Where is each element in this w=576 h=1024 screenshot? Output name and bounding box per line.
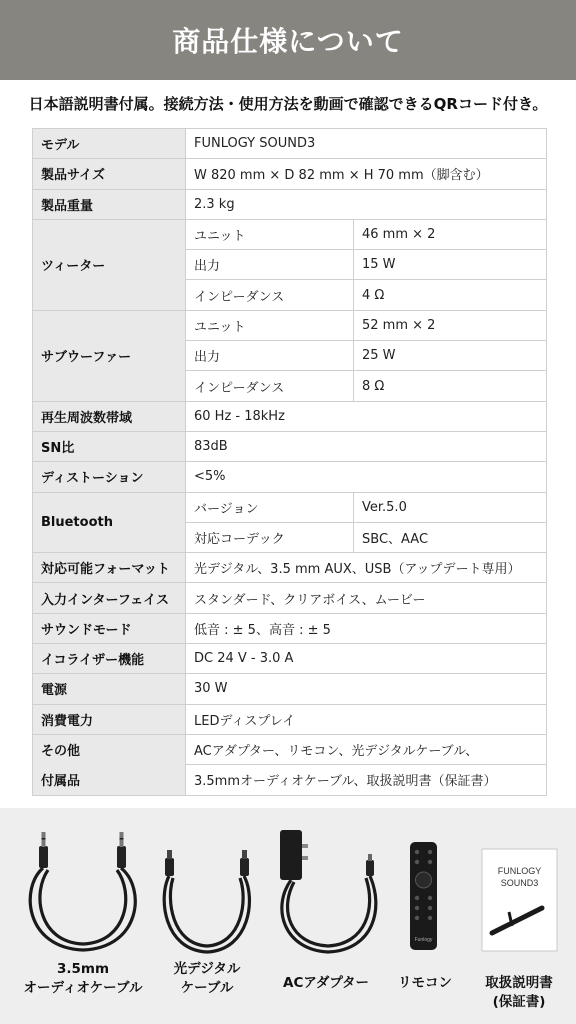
spec-label: 製品サイズ — [33, 159, 186, 189]
spec-value: 低音 : ± 5、高音 : ± 5 — [186, 613, 547, 643]
manual-cover-title: FUNLOGY — [497, 866, 542, 876]
spec-label-subwoofer: サブウーファー — [33, 310, 186, 401]
spec-label: モデル — [33, 129, 186, 159]
spec-value: DC 24 V - 3.0 A — [186, 644, 547, 674]
spec-value: 2.3 kg — [186, 189, 547, 219]
spec-value: 52 mm × 2 — [354, 310, 547, 340]
spec-row-subwoofer-unit — [33, 310, 547, 340]
spec-row-format — [33, 553, 547, 583]
spec-value: SBC、AAC — [354, 522, 547, 552]
spec-sublabel: 対応コーデック — [186, 522, 354, 552]
spec-table — [32, 128, 547, 796]
spec-row-frequency — [33, 401, 547, 431]
caption-line: リモコン — [398, 975, 452, 991]
spec-label: ディストーション — [33, 462, 186, 492]
spec-value: 光デジタル、3.5 mm AUX、USB（アップデート専用） — [186, 553, 547, 583]
remote-logo: Funlogy — [414, 937, 433, 943]
spec-value: 3.5mmオーディオケーブル、取扱説明書（保証書） — [186, 765, 547, 795]
accessory-caption — [390, 974, 460, 993]
manual-cover-subtitle: SOUND3 — [500, 878, 539, 888]
spec-sublabel: 出力 — [186, 250, 354, 280]
spec-label: 入力インターフェイス — [33, 583, 186, 613]
spec-label: サウンドモード — [33, 613, 186, 643]
spec-value: 30 W — [186, 674, 547, 704]
spec-label: その他 — [33, 734, 186, 764]
caption-line: 取扱説明書 — [485, 975, 553, 991]
caption-line: ACアダプター — [283, 975, 369, 991]
spec-value: 4 Ω — [354, 280, 547, 310]
caption-line: ケーブル — [180, 980, 234, 996]
accessory-caption — [160, 960, 254, 998]
spec-label-bluetooth: Bluetooth — [33, 492, 186, 553]
spec-label: 消費電力 — [33, 704, 186, 734]
spec-sublabel: ユニット — [186, 219, 354, 249]
spec-row-bluetooth-version — [33, 492, 547, 522]
spec-value: <5% — [186, 462, 547, 492]
spec-value: FUNLOGY SOUND3 — [186, 129, 547, 159]
spec-row-weight — [33, 189, 547, 219]
aux-cable-icon — [10, 808, 156, 958]
spec-label: SN比 — [33, 431, 186, 461]
spec-value: Ver.5.0 — [354, 492, 547, 522]
accessory-caption — [476, 974, 562, 1012]
spec-value: スタンダード、クリアボイス、ムービー — [186, 583, 547, 613]
spec-row-model — [33, 129, 547, 159]
spec-label-tweeter: ツィーター — [33, 219, 186, 310]
spec-value: 8 Ω — [354, 371, 547, 401]
spec-value: ACアダプター、リモコン、光デジタルケーブル、 — [186, 734, 547, 764]
spec-row-power — [33, 674, 547, 704]
spec-label: 付属品 — [33, 765, 186, 795]
spec-value: 60 Hz - 18kHz — [186, 401, 547, 431]
spec-label: 対応可能フォーマット — [33, 553, 186, 583]
spec-value: 83dB — [186, 431, 547, 461]
spec-row-tweeter-unit — [33, 219, 547, 249]
spec-sublabel: インピーダンス — [186, 280, 354, 310]
spec-row-accessory — [33, 765, 547, 795]
remote-icon — [390, 808, 460, 958]
manual-icon — [476, 808, 562, 958]
spec-value: W 820 mm × D 82 mm × H 70 mm（脚含む） — [186, 159, 547, 189]
spec-sublabel: ユニット — [186, 310, 354, 340]
accessory-caption — [10, 960, 156, 998]
spec-sublabel: インピーダンス — [186, 371, 354, 401]
page-header — [0, 0, 576, 80]
page-title: 商品仕様について — [172, 25, 404, 58]
spec-row-other — [33, 734, 547, 764]
caption-line: 3.5mm — [56, 961, 110, 977]
accessory-caption — [266, 974, 386, 993]
caption-line: 光デジタル — [173, 961, 241, 977]
spec-row-equalizer — [33, 644, 547, 674]
caption-line: (保証書) — [492, 994, 546, 1010]
spec-sublabel: バージョン — [186, 492, 354, 522]
spec-row-size — [33, 159, 547, 189]
spec-row-sn — [33, 431, 547, 461]
manual-note: 日本語説明書付属。接続方法・使用方法を動画で確認できるQRコード付き。 — [28, 95, 548, 113]
optical-cable-icon — [160, 808, 254, 958]
spec-row-consumption — [33, 704, 547, 734]
spec-label: 製品重量 — [33, 189, 186, 219]
spec-value: 15 W — [354, 250, 547, 280]
spec-row-sound-mode — [33, 613, 547, 643]
spec-value: 46 mm × 2 — [354, 219, 547, 249]
caption-line: オーディオケーブル — [23, 980, 143, 996]
spec-sublabel: 出力 — [186, 341, 354, 371]
spec-row-input — [33, 583, 547, 613]
accessories-panel — [0, 808, 576, 1024]
spec-label: イコライザー機能 — [33, 644, 186, 674]
spec-row-distortion — [33, 462, 547, 492]
spec-value: LEDディスプレイ — [186, 704, 547, 734]
spec-label: 再生周波数帯域 — [33, 401, 186, 431]
ac-adapter-icon — [266, 808, 386, 958]
spec-value: 25 W — [354, 341, 547, 371]
spec-label: 電源 — [33, 674, 186, 704]
